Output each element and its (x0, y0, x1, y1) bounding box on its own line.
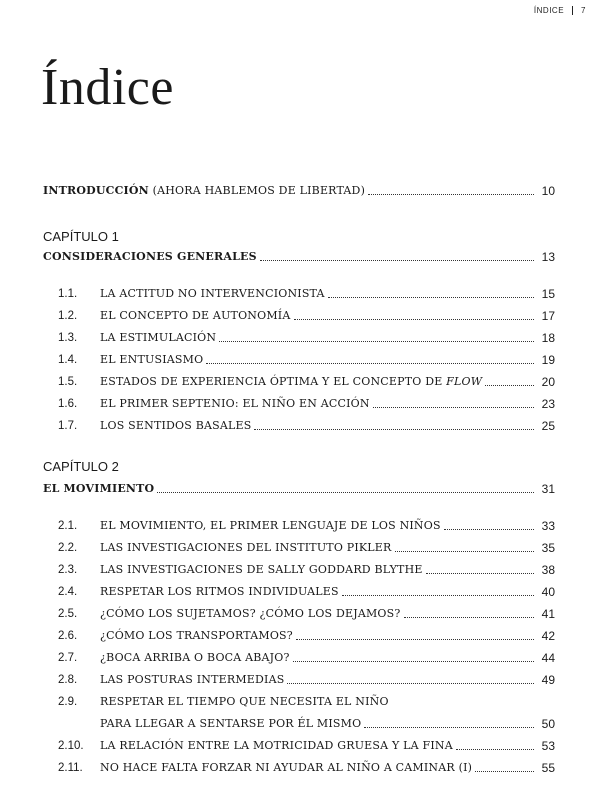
entry-number: 2.7. (58, 652, 78, 664)
toc-entry-2-7[interactable] (58, 647, 555, 665)
entry-page: 23 (541, 397, 555, 411)
toc-entry-2-4[interactable] (58, 581, 555, 599)
dot-leader (444, 528, 534, 530)
entry-title-main: ESTADOS DE EXPERIENCIA ÓPTIMA Y EL CONCEPTO DE (100, 375, 447, 388)
toc-entry-1-5[interactable] (58, 371, 555, 389)
entry-title: RESPETAR EL TIEMPO QUE NECESITA EL NIÑO (100, 695, 389, 708)
toc-entry-2-1[interactable] (58, 515, 555, 533)
entry-title: LA ESTIMULACIÓN (100, 331, 217, 344)
running-head-section: ÍNDICE (533, 6, 565, 15)
entry-title: ¿BOCA ARRIBA O BOCA ABAJO? (100, 651, 290, 664)
dot-leader (287, 682, 534, 684)
entry-title-continued: PARA LLEGAR A SENTARSE POR ÉL MISMO (100, 717, 362, 730)
entry-title: LAS INVESTIGACIONES DE SALLY GODDARD BLYTHE (100, 563, 423, 576)
entry-number: 1.2. (58, 310, 78, 322)
toc-entry-2-11[interactable] (58, 757, 555, 775)
entry-title: ¿CÓMO LOS TRANSPORTAMOS? (100, 629, 293, 642)
entry-title: RESPETAR LOS RITMOS INDIVIDUALES (100, 585, 339, 598)
intro-title-rest: (AHORA HABLEMOS DE LIBERTAD) (148, 184, 366, 197)
entry-number: 1.4. (58, 354, 78, 366)
dot-leader (364, 726, 534, 728)
toc-entry-introduction[interactable] (43, 180, 555, 198)
dot-leader (426, 572, 534, 574)
page-title: Índice (41, 59, 174, 116)
entry-number: 2.1. (58, 520, 78, 532)
entry-page: 20 (541, 375, 555, 389)
entry-page: 55 (541, 761, 555, 775)
running-head-page-number: 7 (581, 6, 586, 15)
toc-entry-1-1[interactable] (58, 283, 555, 301)
dot-leader (206, 362, 534, 364)
dot-leader (485, 384, 534, 386)
toc-entry-2-8[interactable] (58, 669, 555, 687)
toc-entry-2-9[interactable] (58, 691, 555, 709)
entry-number: 2.8. (58, 674, 78, 686)
dot-leader (294, 318, 534, 320)
entry-title: LAS INVESTIGACIONES DEL INSTITUTO PIKLER (100, 541, 392, 554)
entry-number: 2.4. (58, 586, 78, 598)
toc-entry-2-3[interactable] (58, 559, 555, 577)
toc-entry-title (43, 184, 365, 198)
entry-number: 1.1. (58, 288, 78, 300)
entry-title: NO HACE FALTA FORZAR NI AYUDAR AL NIÑO A CAMINAR (I) (100, 761, 473, 774)
entry-number: 2.3. (58, 564, 78, 576)
dot-leader (293, 660, 534, 662)
entry-page: 50 (541, 717, 555, 731)
toc-entry-1-4[interactable] (58, 349, 555, 367)
dot-leader (328, 296, 534, 298)
entry-page: 38 (541, 563, 555, 577)
entry-title: LAS POSTURAS INTERMEDIAS (100, 673, 285, 686)
toc-entry-2-2[interactable] (58, 537, 555, 555)
entry-number: 2.9. (58, 696, 78, 708)
entry-page: 42 (541, 629, 555, 643)
dot-leader (368, 193, 534, 195)
entry-title (100, 375, 482, 389)
entry-page: 17 (541, 309, 555, 323)
entry-number: 1.5. (58, 376, 78, 388)
entry-page: 44 (541, 651, 555, 665)
entry-page: 41 (541, 607, 555, 621)
entry-number: 1.6. (58, 398, 78, 410)
chapter-title: EL MOVIMIENTO (43, 482, 155, 495)
entry-number: 2.2. (58, 542, 78, 554)
entry-title: ¿CÓMO LOS SUJETAMOS? ¿CÓMO LOS DEJAMOS? (100, 607, 401, 620)
entry-page: 25 (541, 419, 555, 433)
toc-entry-2-10[interactable] (58, 735, 555, 753)
chapter-1-label: CAPÍTULO 1 (43, 229, 119, 244)
entry-page: 35 (541, 541, 555, 555)
dot-leader (260, 259, 534, 261)
chapter-title: CONSIDERACIONES GENERALES (43, 250, 257, 263)
entry-title: LA ACTITUD NO INTERVENCIONISTA (100, 287, 325, 300)
toc-entry-1-7[interactable] (58, 415, 555, 433)
toc-entry-1-2[interactable] (58, 305, 555, 323)
entry-number: 2.5. (58, 608, 78, 620)
dot-leader (254, 428, 534, 430)
running-head-divider (572, 6, 573, 15)
entry-page: 40 (541, 585, 555, 599)
dot-leader (342, 594, 534, 596)
entry-number: 2.11. (58, 762, 83, 774)
entry-title: EL PRIMER SEPTENIO: EL NIÑO EN ACCIÓN (100, 397, 370, 410)
toc-entry-1-6[interactable] (58, 393, 555, 411)
dot-leader (475, 770, 534, 772)
entry-title: LOS SENTIDOS BASALES (100, 419, 252, 432)
dot-leader (395, 550, 534, 552)
dot-leader (373, 406, 534, 408)
entry-number: 1.3. (58, 332, 78, 344)
dot-leader (404, 616, 535, 618)
entry-page: 49 (541, 673, 555, 687)
toc-entry-2-9-continued[interactable] (58, 713, 555, 731)
dot-leader (157, 491, 534, 493)
toc-entry-1-3[interactable] (58, 327, 555, 345)
toc-entry-page: 10 (541, 184, 555, 198)
entry-title: LA RELACIÓN ENTRE LA MOTRICIDAD GRUESA Y LA FINA (100, 739, 453, 752)
toc-entry-2-5[interactable] (58, 603, 555, 621)
entry-page: 19 (541, 353, 555, 367)
entry-title: EL ENTUSIASMO (100, 353, 204, 366)
toc-entry-page: 31 (541, 482, 555, 496)
entry-title-italic: FLOW (446, 375, 483, 388)
toc-entry-2-6[interactable] (58, 625, 555, 643)
toc-chapter-2-title[interactable] (43, 478, 555, 496)
entry-number: 1.7. (58, 420, 78, 432)
chapter-2-label: CAPÍTULO 2 (43, 459, 119, 474)
toc-chapter-1-title[interactable] (43, 246, 555, 264)
entry-page: 53 (541, 739, 555, 753)
entry-title: EL MOVIMIENTO, EL PRIMER LENGUAJE DE LOS NIÑOS (100, 519, 441, 532)
entry-title: EL CONCEPTO DE AUTONOMÍA (100, 309, 291, 322)
toc-entry-page: 13 (541, 250, 555, 264)
entry-page: 15 (541, 287, 555, 301)
dot-leader (219, 340, 534, 342)
entry-number: 2.10. (58, 740, 84, 752)
intro-title-bold: INTRODUCCIÓN (43, 184, 149, 197)
running-head (534, 6, 586, 15)
dot-leader (456, 748, 534, 750)
entry-number: 2.6. (58, 630, 78, 642)
entry-page: 18 (541, 331, 555, 345)
entry-page: 33 (541, 519, 555, 533)
dot-leader (296, 638, 534, 640)
